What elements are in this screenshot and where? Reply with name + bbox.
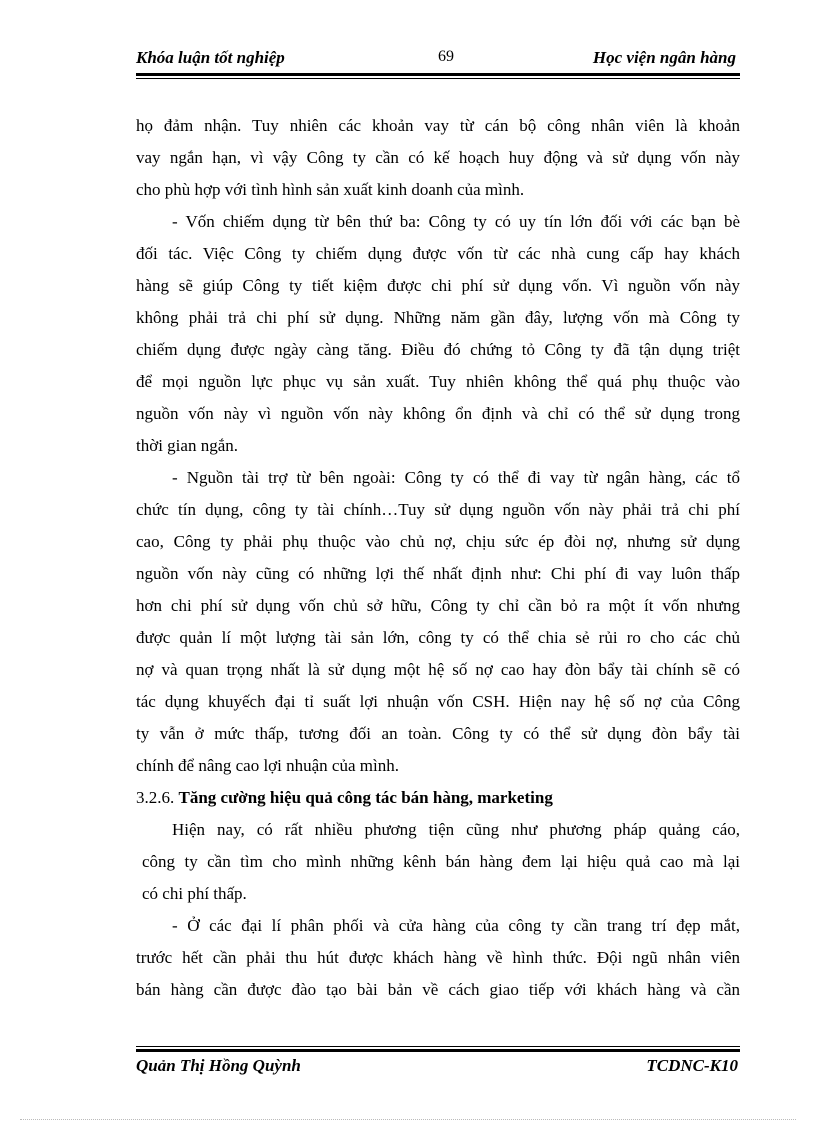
- text-line: hơn chi phí sử dụng vốn chủ sở hữu, Công ty chỉ cần bỏ ra một ít vốn nhưng: [136, 596, 740, 615]
- page-header: [136, 48, 740, 74]
- text-line: công ty cần tìm cho mình những kênh bán hàng đem lại hiệu quả cao mà lại: [142, 852, 740, 871]
- header-rule-thick: [136, 73, 740, 76]
- text-line: để mọi nguồn lực phục vụ sản xuất. Tuy nhiên không thể quá phụ thuộc vào: [136, 372, 740, 391]
- text-line: - Ở các đại lí phân phối và cửa hàng của công ty cần trang trí đẹp mắt,: [172, 916, 740, 935]
- footer-class-code: TCDNC-K10: [646, 1056, 738, 1075]
- text-line: thời gian ngắn.: [136, 436, 238, 455]
- text-line: được quản lí một lượng tài sản lớn, công ty có thể chia sẻ rủi ro cho các chủ: [136, 628, 740, 647]
- text-line: tác dụng khuyếch đại tỉ suất lợi nhuận vốn CSH. Hiện nay hệ số nợ của Công: [136, 692, 740, 711]
- page-number: 69: [438, 48, 454, 65]
- body-text: [136, 110, 740, 1006]
- footer-author: Quản Thị Hồng Quỳnh: [136, 1056, 301, 1075]
- page-footer: [136, 1056, 740, 1080]
- text-line: không phải trả chi phí sử dụng. Những năm gần đây, lượng vốn mà Công ty: [136, 308, 740, 327]
- text-line: - Vốn chiếm dụng từ bên thứ ba: Công ty có uy tín lớn đối với các bạn bè: [172, 212, 740, 231]
- text-line: trước hết cần phải thu hút được khách hàng về hình thức. Đội ngũ nhân viên: [136, 948, 740, 967]
- text-line: Hiện nay, có rất nhiều phương tiện cũng như phương pháp quảng cáo,: [172, 820, 740, 839]
- text-line: chiếm dụng được ngày càng tăng. Điều đó chứng tỏ Công ty đã tận dụng triệt: [136, 340, 740, 359]
- header-institution: Học viện ngân hàng: [592, 48, 736, 67]
- text-line: nợ và quan trọng nhất là sử dụng một hệ số nợ cao hay đòn bẩy tài chính sẽ có: [136, 660, 740, 679]
- header-rule-thin: [136, 78, 740, 79]
- text-line: hàng sẽ giúp Công ty tiết kiệm được chi phí sử dụng vốn. Vì nguồn vốn này: [136, 276, 740, 295]
- section-heading: [136, 782, 740, 814]
- text-line: nguồn vốn này cũng có những lợi thế nhất định như: Chi phí đi vay luôn thấp: [136, 564, 740, 583]
- text-line: - Nguồn tài trợ từ bên ngoài: Công ty có thể đi vay từ ngân hàng, các tổ: [172, 468, 740, 487]
- text-line: cao, Công ty phải phụ thuộc vào chủ nợ, chịu sức ép đòi nợ, nhưng sử dụng: [136, 532, 740, 551]
- section-number: 3.2.6.: [136, 788, 175, 807]
- section-title: Tăng cường hiệu quả công tác bán hàng, marketing: [178, 788, 553, 807]
- text-line: họ đảm nhận. Tuy nhiên các khoản vay từ cán bộ công nhân viên là khoản: [136, 116, 740, 135]
- page-bottom-border: [20, 1119, 796, 1120]
- text-line: cho phù hợp với tình hình sản xuất kinh doanh của mình.: [136, 180, 525, 199]
- text-line: ty vẫn ở mức thấp, tương đối an toàn. Công ty có thể sử dụng đòn bẩy tài: [136, 724, 740, 743]
- text-line: đối tác. Việc Công ty chiếm dụng được vốn từ các nhà cung cấp hay khách: [136, 244, 740, 263]
- text-line: chức tín dụng, công ty tài chính…Tuy sử dụng nguồn vốn này phải trả chi phí: [136, 500, 740, 519]
- text-line: nguồn vốn này vì nguồn vốn này không ổn định và chỉ có thể sử dụng trong: [136, 404, 740, 423]
- footer-rule-thin: [136, 1046, 740, 1047]
- header-thesis-title: Khóa luận tốt nghiệp: [136, 48, 285, 67]
- text-line: có chi phí thấp.: [142, 884, 247, 903]
- text-line: bán hàng cần được đào tạo bài bản về cách giao tiếp với khách hàng và cần: [136, 980, 740, 999]
- footer-rule-thick: [136, 1049, 740, 1052]
- text-line: chính để nâng cao lợi nhuận của mình.: [136, 756, 399, 775]
- text-line: vay ngắn hạn, vì vậy Công ty cần có kế hoạch huy động và sử dụng vốn này: [136, 148, 740, 167]
